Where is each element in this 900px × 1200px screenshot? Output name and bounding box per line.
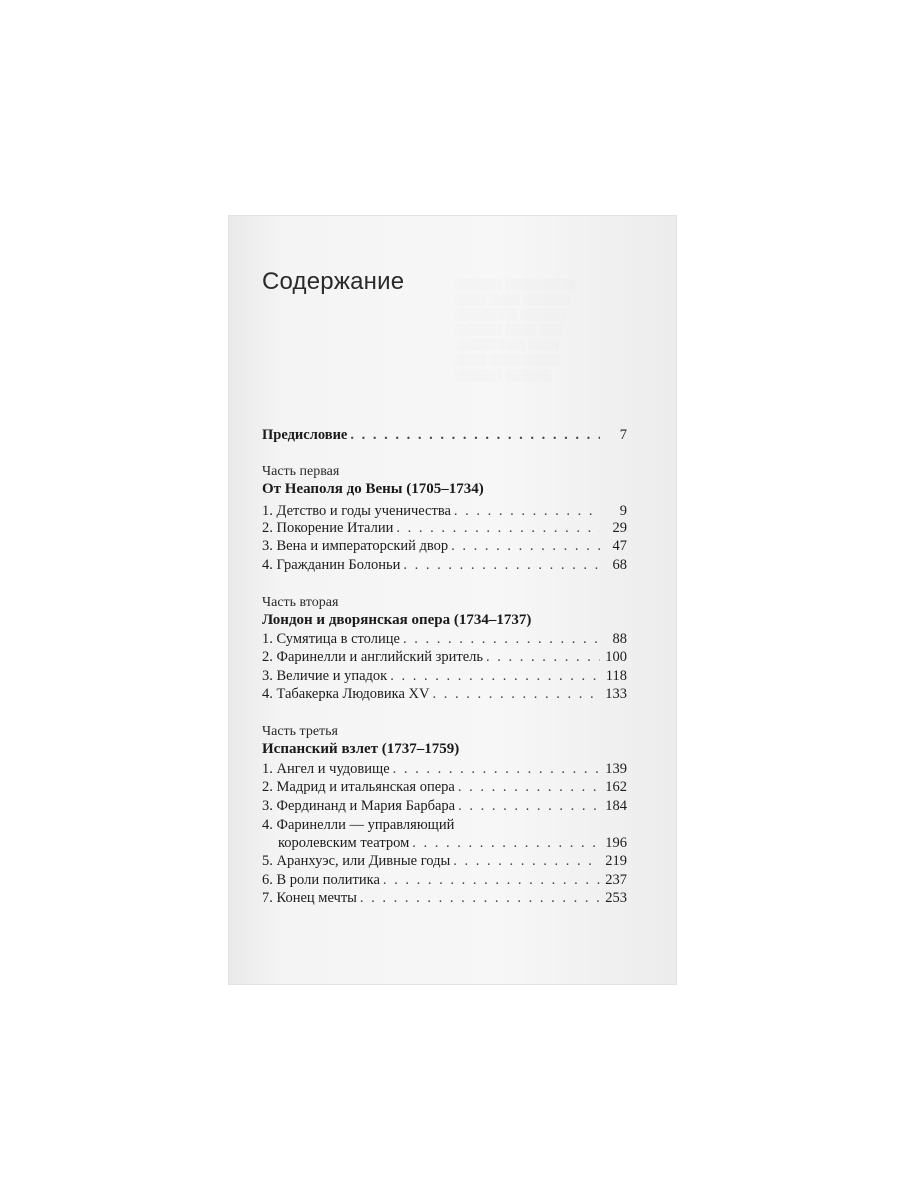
toc-entry	[262, 519, 627, 537]
toc-entry	[262, 871, 627, 889]
entry-label: 5. Аранхуэс, или Дивные годы	[262, 853, 451, 869]
toc-entry	[262, 556, 627, 574]
part-label: Часть третья	[262, 724, 338, 739]
entry-page: 100	[605, 649, 627, 665]
entry-page: 7	[619, 427, 627, 443]
dot-leader	[451, 537, 600, 555]
toc-entry	[262, 630, 627, 648]
toc-entry	[262, 760, 627, 778]
dot-leader	[396, 519, 600, 537]
entry-page: 184	[605, 798, 627, 814]
toc-entry	[262, 852, 627, 870]
toc-entry	[262, 537, 627, 555]
dot-leader	[454, 502, 600, 520]
entry-page: 133	[605, 686, 627, 702]
toc-entry	[262, 778, 627, 796]
entry-page: 162	[605, 779, 627, 795]
toc-entry	[262, 797, 627, 815]
dot-leader	[433, 685, 601, 703]
entry-page: 9	[619, 503, 627, 519]
dot-leader	[350, 426, 600, 444]
entry-page: 29	[612, 520, 627, 536]
toc-entry-preface	[262, 426, 627, 444]
toc-entry	[262, 685, 627, 703]
entry-label: 1. Сумятица в столице	[262, 631, 400, 647]
entry-label: 3. Величие и упадок	[262, 668, 388, 684]
entry-page: 253	[605, 890, 627, 906]
toc-entry	[262, 648, 627, 666]
entry-label: 3. Вена и императорский двор	[262, 538, 449, 554]
entry-label: 2. Мадрид и итальянская опера	[262, 779, 455, 795]
dot-leader	[360, 889, 600, 907]
toc-title: Содержание	[262, 268, 405, 295]
toc-entry	[262, 667, 627, 685]
dot-leader	[383, 871, 600, 889]
entry-label: 3. Фердинанд и Мария Барбара	[262, 798, 456, 814]
entry-label: 1. Детство и годы ученичества	[262, 503, 451, 519]
part-label: Часть первая	[262, 464, 340, 479]
part-label: Часть вторая	[262, 595, 339, 610]
entry-page: 68	[612, 557, 627, 573]
entry-label: 6. В роли политика	[262, 872, 380, 888]
dot-leader	[486, 648, 600, 666]
entry-page: 219	[605, 853, 627, 869]
entry-label: 7. Конец мечты	[262, 890, 357, 906]
part-title: Испанский взлет (1737–1759)	[262, 741, 460, 757]
dot-leader	[453, 852, 600, 870]
dot-leader	[412, 834, 600, 852]
part-title: От Неаполя до Вены (1705–1734)	[262, 481, 484, 497]
dot-leader	[390, 667, 600, 685]
entry-page: 47	[612, 538, 627, 554]
toc-entry	[278, 834, 627, 852]
dot-leader	[403, 630, 600, 648]
dot-leader	[403, 556, 600, 574]
dot-leader	[458, 778, 600, 796]
entry-page: 88	[612, 631, 627, 647]
entry-label: 4. Табакерка Людовика XV	[262, 686, 430, 702]
toc-entry	[262, 502, 627, 520]
toc-entry	[262, 889, 627, 907]
entry-label: 2. Фаринелли и английский зритель	[262, 649, 483, 665]
entry-page: 237	[605, 872, 627, 888]
part-title: Лондон и дворянская опера (1734–1737)	[262, 612, 532, 628]
entry-page: 196	[605, 835, 627, 851]
entry-label: 1. Ангел и чудовище	[262, 761, 390, 777]
entry-label: 4. Фаринелли — управляющий	[262, 817, 455, 833]
entry-label: 2. Покорение Италии	[262, 520, 394, 536]
dot-leader	[458, 797, 600, 815]
entry-label: Предисловие	[262, 427, 348, 443]
toc-entry-first-line	[262, 816, 627, 834]
show-through-text: ░░░░░░ ░░░░░░░░░ ░░░░ ░░░░ ░░░░░░ ░░░░░░░░ ░░░░░░ ░░░░░░ ░░░░ ░░░ ░░░░░░░░░ ░░░░ ░░░░ ░░░░░░░░░ ░░░░░░ ░░░░░░	[455, 279, 575, 381]
entry-page: 118	[605, 668, 627, 684]
entry-label-continued: королевским театром	[278, 835, 410, 851]
entry-label: 4. Гражданин Болоньи	[262, 557, 401, 573]
entry-page: 139	[605, 761, 627, 777]
dot-leader	[393, 760, 600, 778]
